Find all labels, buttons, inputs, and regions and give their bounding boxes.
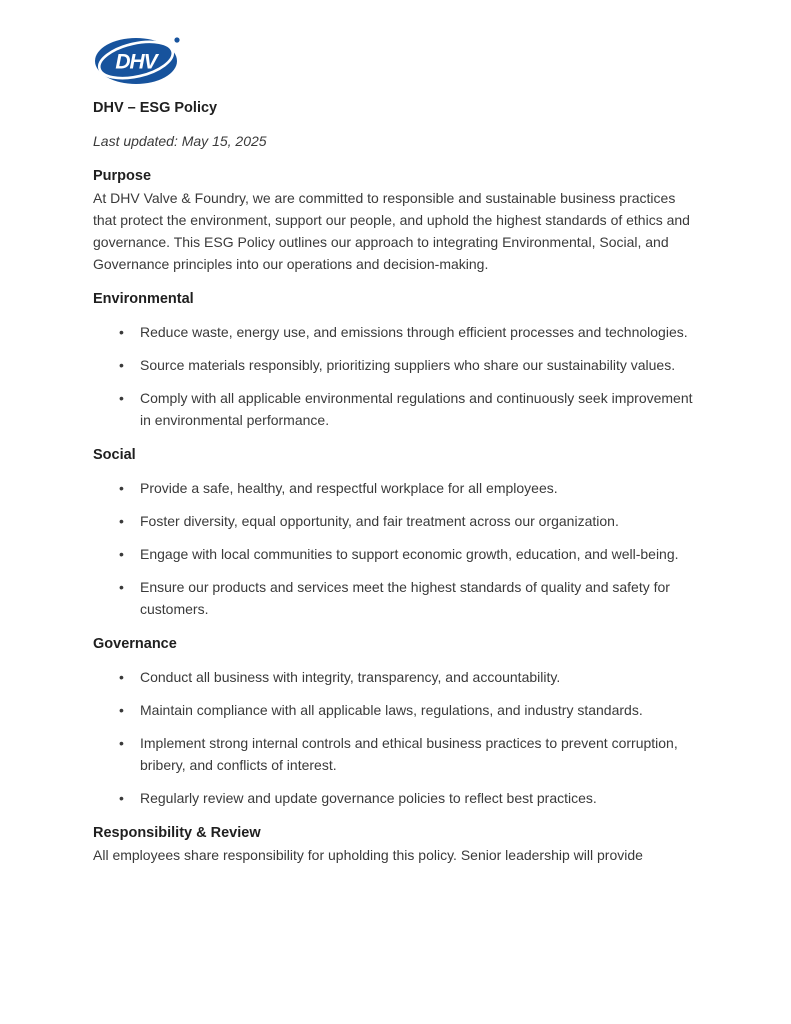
section-heading-environmental: Environmental [93, 291, 194, 307]
bullet-item: • Reduce waste, energy use, and emissions through efficient processes and technologies. [93, 321, 697, 343]
section-paragraph-responsibility-review: All employees share responsibility for upholding this policy. Senior leadership will provide [93, 847, 643, 863]
section-heading-responsibility-review: Responsibility & Review [93, 825, 261, 841]
dhv-logo [93, 33, 185, 85]
document-title: DHV – ESG Policy [93, 100, 218, 116]
bullet-item: • Foster diversity, equal opportunity, and fair treatment across our organization. [93, 510, 697, 532]
logo-text: DHV [115, 50, 157, 74]
section-heading-purpose: Purpose [93, 168, 152, 184]
bullet-list-governance [93, 666, 697, 809]
section-heading-governance: Governance [93, 636, 177, 652]
bullet-item: • Conduct all business with integrity, transparency, and accountability. [93, 666, 697, 688]
bullet-item: • Maintain compliance with all applicable laws, regulations, and industry standards. [93, 699, 697, 721]
section-paragraph-purpose: At DHV Valve & Foundry, we are committed to responsible and sustainable business practices that protect the environment, support our people, and uphold the highest standards of ethics and governance. This ESG Policy outlines our approach to integrating Environmental, Social, and Governance principles into our operations and decision-making. [93, 190, 690, 272]
bullet-item: • Ensure our products and services meet the highest standards of quality and safety for customers. [93, 576, 697, 620]
dhv-logo-graphic [93, 33, 185, 85]
bullet-item: • Engage with local communities to support economic growth, education, and well-being. [93, 543, 697, 565]
bullet-list-environmental [93, 321, 697, 431]
bullet-item: • Implement strong internal controls and ethical business practices to prevent corruption, bribery, and conflicts of interest. [93, 732, 697, 776]
bullet-list-social [93, 477, 697, 620]
bullet-item: • Source materials responsibly, prioritizing suppliers who share our sustainability values. [93, 354, 697, 376]
bullet-item: • Provide a safe, healthy, and respectful workplace for all employees. [93, 477, 697, 499]
bullet-item: • Comply with all applicable environmental regulations and continuously seek improvement in environmental performance. [93, 387, 697, 431]
bullet-item: • Regularly review and update governance policies to reflect best practices. [93, 787, 697, 809]
section-heading-social: Social [93, 447, 136, 463]
logo-star-dot [174, 37, 179, 42]
last-updated-line: Last updated: May 15, 2025 [93, 133, 267, 149]
